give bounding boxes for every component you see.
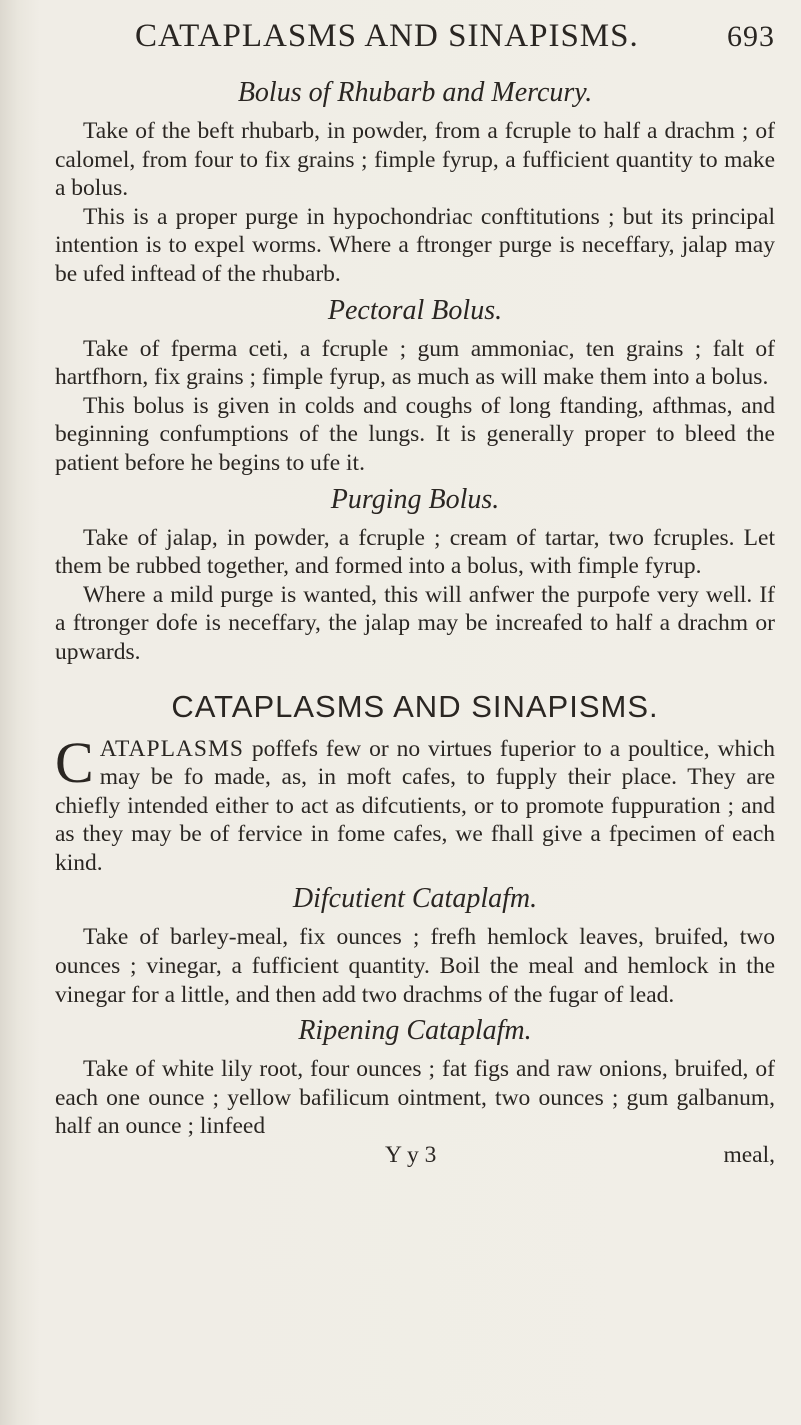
heading-bolus-rhubarb: Bolus of Rhubarb and Mercury.: [237, 77, 593, 108]
paragraph-rest: poffefs few or no virtues fuperior to a poultice, which may be fo made, as, in moft cafes, to fupply their place. They are chiefly intended either to act as difcutients, or to promote fuppuration ; and as they may be of fervice in fome cafes, we fhall give a fpecimen of each kind.: [55, 735, 775, 876]
heading-ripening: Ripening Cataplafm.: [298, 1015, 532, 1047]
signature-mark: Y y 3: [385, 1142, 437, 1169]
section-heading-cataplasms: CATAPLASMS AND SINAPISMS.: [171, 688, 659, 724]
paragraph: Take of the beft rhubarb, in powder, from a fcruple to half a drachm ; of calomel, from four to fix grains ; fimple fyrup, a fufficient quantity to make a bolus.: [55, 118, 775, 202]
paragraph: This is a proper purge in hypochondriac conftitutions ; but its principal intention is to expel worms. Where a ftronger purge is neceffary, jalap may be ufed inftead of the rhubarb.: [55, 203, 775, 287]
paragraph: Take of white lily root, four ounces ; fat figs and raw onions, bruifed, of each one ounce ; yellow bafilicum ointment, two ounces ; gum galbanum, half an ounce ; linfeed: [55, 1056, 775, 1140]
running-head-title: CATAPLASMS AND SINAPISMS.: [135, 18, 639, 54]
paragraph-dropcap: [55, 729, 775, 878]
heading-pectoral-bolus: Pectoral Bolus.: [327, 294, 503, 326]
page-footer: [55, 1141, 775, 1169]
heading-discutient: Difcutient Cataplafm.: [292, 883, 538, 915]
text-column: [55, 18, 775, 1169]
paragraph: Take of fperma ceti, a fcruple ; gum ammoniac, ten grains ; falt of hartfhorn, fix grains ; fimple fyrup, as much as will make them into a bolus.: [55, 335, 775, 391]
heading-purging-bolus: Purging Bolus.: [330, 483, 500, 515]
paragraph: Take of barley-meal, fix ounces ; frefh hemlock leaves, bruifed, two ounces ; vinegar, a fufficient quantity. Boil the meal and hemlock in the vinegar for a little, and then add two drachms of the fugar of lead.: [55, 924, 775, 1008]
drop-cap: C: [55, 729, 94, 795]
paragraph: Take of jalap, in powder, a fcruple ; cream of tartar, two fcruples. Let them be rubbed together, and formed into a bolus, with fimple fyrup.: [55, 524, 775, 580]
running-head: [55, 18, 775, 55]
paragraph: This bolus is given in colds and coughs of long ftanding, afthmas, and beginning confumptions of the lungs. It is generally proper to bleed the patient before he begins to ufe it.: [55, 392, 775, 476]
paragraph: Where a mild purge is wanted, this will anfwer the purpofe very well. If a ftronger dofe is neceffary, the jalap may be increafed to half a drachm or upwards.: [55, 581, 775, 665]
catchword: meal,: [723, 1142, 775, 1169]
lead-smallcaps: ATAPLASMS: [99, 735, 244, 762]
page-number: 693: [727, 20, 775, 53]
